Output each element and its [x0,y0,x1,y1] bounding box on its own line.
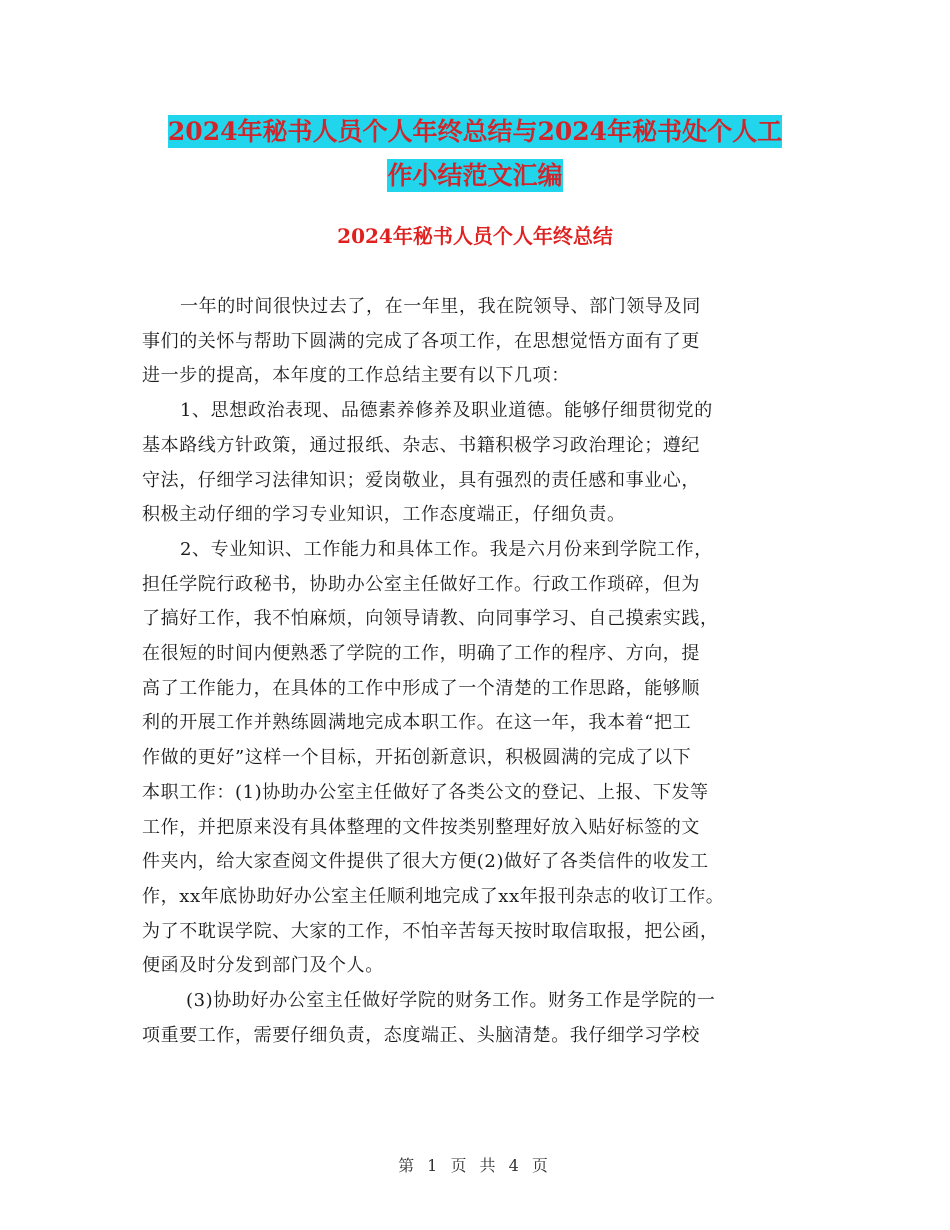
body-line: (3)协助好办公室主任做好学院的财务工作。财务工作是学院的一 [186,990,716,1012]
body-line: 本职工作：(1)协助办公室主任做好了各类公文的登记、上报、下发等 [142,781,709,803]
body-line: 高了工作能力，在具体的工作中形成了一个清楚的工作思路，能够顺 [142,677,700,699]
section-title: 2024年秘书人员个人年终总结 [337,224,613,248]
body-line: 1、思想政治表现、品德素养修养及职业道德。能够仔细贯彻党的 [180,400,713,422]
title-line-1: 2024年秘书人员个人年终总结与2024年秘书处个人工 [167,117,783,146]
body-line: 在很短的时间内便熟悉了学院的工作，明确了工作的程序、方向，提 [142,643,700,665]
body-line: 件夹内，给大家查阅文件提供了很大方便(2)做好了各类信件的收发工 [142,851,709,873]
body-line: 担任学院行政秘书，协助办公室主任做好工作。行政工作琐碎，但为 [142,573,700,595]
body-line: 事们的关怀与帮助下圆满的完成了各项工作，在思想觉悟方面有了更 [142,330,700,352]
title-line-2: 作小结范文汇编 [387,161,563,190]
document-body [142,290,802,1053]
page-footer: 第 1 页 共 4 页 [398,1156,552,1175]
body-line: 作做的更好”这样一个目标，开拓创新意识，积极圆满的完成了以下 [142,747,692,769]
body-line: 守法，仔细学习法律知识；爱岗敬业，具有强烈的责任感和事业心， [142,469,700,491]
body-line: 2、专业知识、工作能力和具体工作。我是六月份来到学院工作， [180,538,713,560]
body-line: 工作，并把原来没有具体整理的文件按类别整理好放入贴好标签的文 [142,816,700,838]
body-line: 利的开展工作并熟练圆满地完成本职工作。在这一年，我本着“把工 [142,712,692,734]
body-line: 了搞好工作，我不怕麻烦，向领导请教、向同事学习、自己摸索实践， [142,608,719,630]
body-line: 积极主动仔细的学习专业知识，工作态度端正，仔细负责。 [142,504,626,526]
body-line: 为了不耽误学院、大家的工作，不怕辛苦每天按时取信取报，把公函， [142,920,719,942]
body-line: 项重要工作，需要仔细负责，态度端正、头脑清楚。我仔细学习学校 [142,1024,700,1046]
body-line: 基本路线方针政策，通过报纸、杂志、书籍积极学习政治理论；遵纪 [142,434,700,456]
body-line: 一年的时间很快过去了，在一年里，我在院领导、部门领导及同 [180,296,701,317]
body-line: 作，xx年底协助好办公室主任顺利地完成了xx年报刊杂志的收订工作。 [142,885,725,907]
document-title [130,110,820,198]
body-line: 便函及时分发到部门及个人。 [142,955,384,977]
body-line: 进一步的提高，本年度的工作总结主要有以下几项： [142,365,570,387]
